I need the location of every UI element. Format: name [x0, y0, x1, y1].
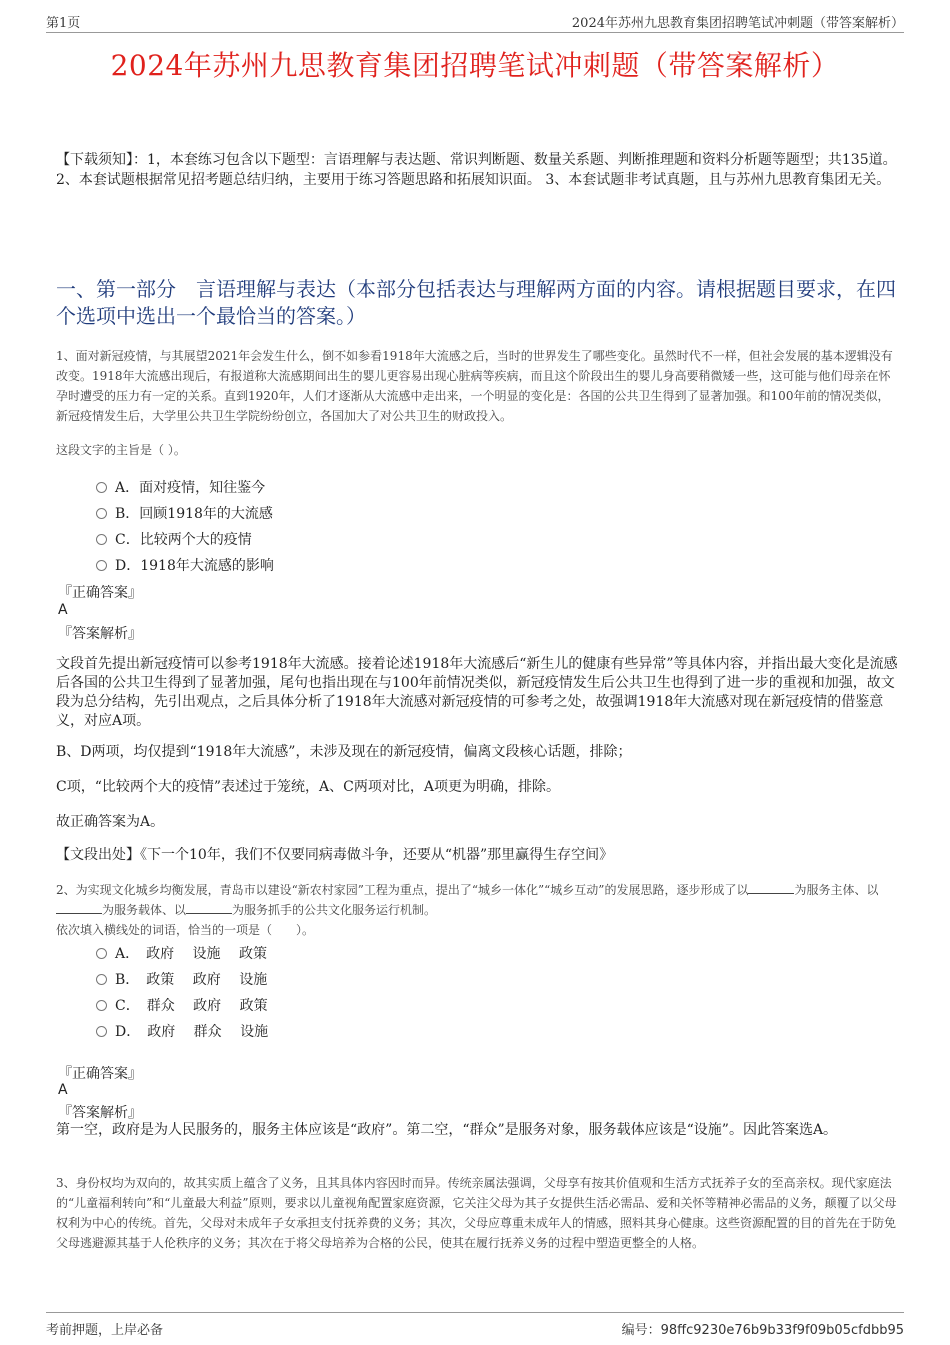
footer-slogan: 考前押题，上岸必备: [46, 1323, 164, 1338]
q1-stem: 1、面对新冠疫情，与其展望2021年会发生什么，倒不如参看1918年大流感之后，当时的世界发生了哪些变化。虽然时代不一样，但社会发展的基本逻辑没有改变。1918年大流感出现后，有报道称大流感期间出生的婴儿更容易出现心脏病等疾病，而且这个阶段出生的婴儿身高要稍微矮一些，这可能与他们母亲在怀孕时遭受的压力有一定的关系。直到1920年，人们才逐渐从大流感中走出来，一个明显的变化是：各国的公共卫生得到了显著加强。和100年前的情况类似，新冠疫情发生后，大学里公共卫生学院纷纷创立，各国加大了对公共卫生的财政投入。: [56, 349, 893, 423]
q3-stem: 3、身份权均为双向的，故其实质上蕴含了义务，且其具体内容因时而异。传统亲属法强调，父母享有按其价值观和生活方式抚养子女的至高亲权。现代家庭法的“儿童福利转向”和“儿童最大利益”原则，要求以儿童视角配置家庭资源，它关注父母为其子女提供生活必需品、爱和关怀等精神必需品的义务，颠覆了以父母权利为中心的传统。首先，父母对未成年子女承担支付抚养费的义务；其次，父母应尊重未成年人的情感，照料其身心健康。这些资源配置的目的首先在于防免父母逃避源其基于人伦秩序的义务；其次在于将父母培养为合格的公民，使其在履行抚养义务的过程中塑造更整全的人格。: [56, 1176, 897, 1250]
q1-option-c[interactable]: C．比较两个大的疫情: [96, 529, 252, 549]
q2-analysis: 第一空，政府是为人民服务的，服务主体应该是“政府”。第二空，“群众”是服务对象，服务载体应该是“设施”。因此答案选A。: [56, 1122, 838, 1138]
radio-icon[interactable]: [96, 560, 107, 571]
radio-icon[interactable]: [96, 974, 107, 985]
q1-source: 【文段出处】《下一个10年，我们不仅要同病毒做斗争，还要从“机器”那里赢得生存空间》: [56, 847, 614, 863]
page-number: 第1页: [46, 16, 81, 31]
q2-option-a[interactable]: A． 政府 设施 政策: [96, 943, 267, 963]
q1-option-b[interactable]: B．回顾1918年的大流感: [96, 503, 273, 523]
document-title: 2024年苏州九思教育集团招聘笔试冲刺题（带答案解析）: [110, 49, 840, 82]
q2-stem: 2、为实现文化城乡均衡发展，青岛市以建设“新农村家园”工程为重点，提出了“城乡一体化”“城乡互动”的发展思路，逐步形成了以 为服务主体、以为服务载体、以 为服务抓手的公共文化服务运行机制。: [56, 883, 879, 917]
q1-analysis-label: 『答案解析』: [58, 626, 142, 642]
radio-icon[interactable]: [96, 508, 107, 519]
radio-icon[interactable]: [96, 1000, 107, 1011]
radio-icon[interactable]: [96, 1026, 107, 1037]
q1-answer: A: [58, 602, 68, 618]
q1-analysis-3: C项，“比较两个大的疫情”表述过于笼统，A、C两项对比，A项更为明确，排除。: [56, 779, 560, 795]
q2-option-d[interactable]: D． 政府 群众 设施: [96, 1021, 268, 1041]
fill-blank-1: [748, 881, 794, 894]
q1-analysis-1: 文段首先提出新冠疫情可以参考1918年大流感。接着论述1918年大流感后“新生儿的健康有些异常”等具体内容，并指出最大变化是流感后各国的公共卫生得到了显著加强，尾句也指出现在与100年前情况类似，新冠疫情发生后公共卫生也得到了进一步的重视和加强，故文段为总分结构，先引出观点，之后具体分析了1918年大流感对新冠疫情的可参考之处，故强调1918年大流感对现在新冠疫情的借鉴意义，对应A项。: [56, 656, 898, 729]
q1-question: 这段文字的主旨是（ ）。: [56, 443, 186, 457]
page-header: [46, 0, 904, 33]
radio-icon[interactable]: [96, 534, 107, 545]
page-footer: [46, 1312, 904, 1343]
footer-doc-id: 编号：98ffc9230e76b9b33f9f09b05cfdbb95: [621, 1323, 904, 1338]
radio-icon[interactable]: [96, 482, 107, 493]
q1-option-d[interactable]: D．1918年大流感的影响: [96, 555, 274, 575]
header-doc-title: 2024年苏州九思教育集团招聘笔试冲刺题（带答案解析）: [571, 16, 904, 31]
q1-analysis-4: 故正确答案为A。: [56, 814, 165, 830]
q1-analysis-2: B、D两项，均仅提到“1918年大流感”，未涉及现在的新冠疫情，偏离文段核心话题，排除；: [56, 744, 632, 760]
download-notice: 【下载须知】：1，本套练习包含以下题型：言语理解与表达题、常识判断题、数量关系题、判断推理题和资料分析题等题型；共135道。 2、本套试题根据常见招考题总结归纳，主要用于练习答题思路和拓展知识面。 3、本套试题非考试真题，且与苏州九思教育集团无关。: [56, 152, 897, 188]
radio-icon[interactable]: [96, 948, 107, 959]
fill-blank-2: [56, 901, 102, 914]
section-heading: 一、第一部分 言语理解与表达（本部分包括表达与理解两方面的内容。请根据题目要求，在四个选项中选出一个最恰当的答案。）: [56, 277, 896, 328]
q1-correct-label: 『正确答案』: [58, 585, 142, 601]
q1-option-a[interactable]: A．面对疫情，知往鉴今: [96, 477, 265, 497]
fill-blank-3: [186, 901, 232, 914]
q2-analysis-label: 『答案解析』: [58, 1105, 142, 1121]
q2-option-c[interactable]: C． 群众 政府 政策: [96, 995, 268, 1015]
q2-answer: A: [58, 1082, 68, 1098]
q2-question: 依次填入横线处的词语，恰当的一项是（ ）。: [56, 923, 315, 937]
q2-option-b[interactable]: B． 政策 政府 设施: [96, 969, 267, 989]
q2-correct-label: 『正确答案』: [58, 1066, 142, 1082]
